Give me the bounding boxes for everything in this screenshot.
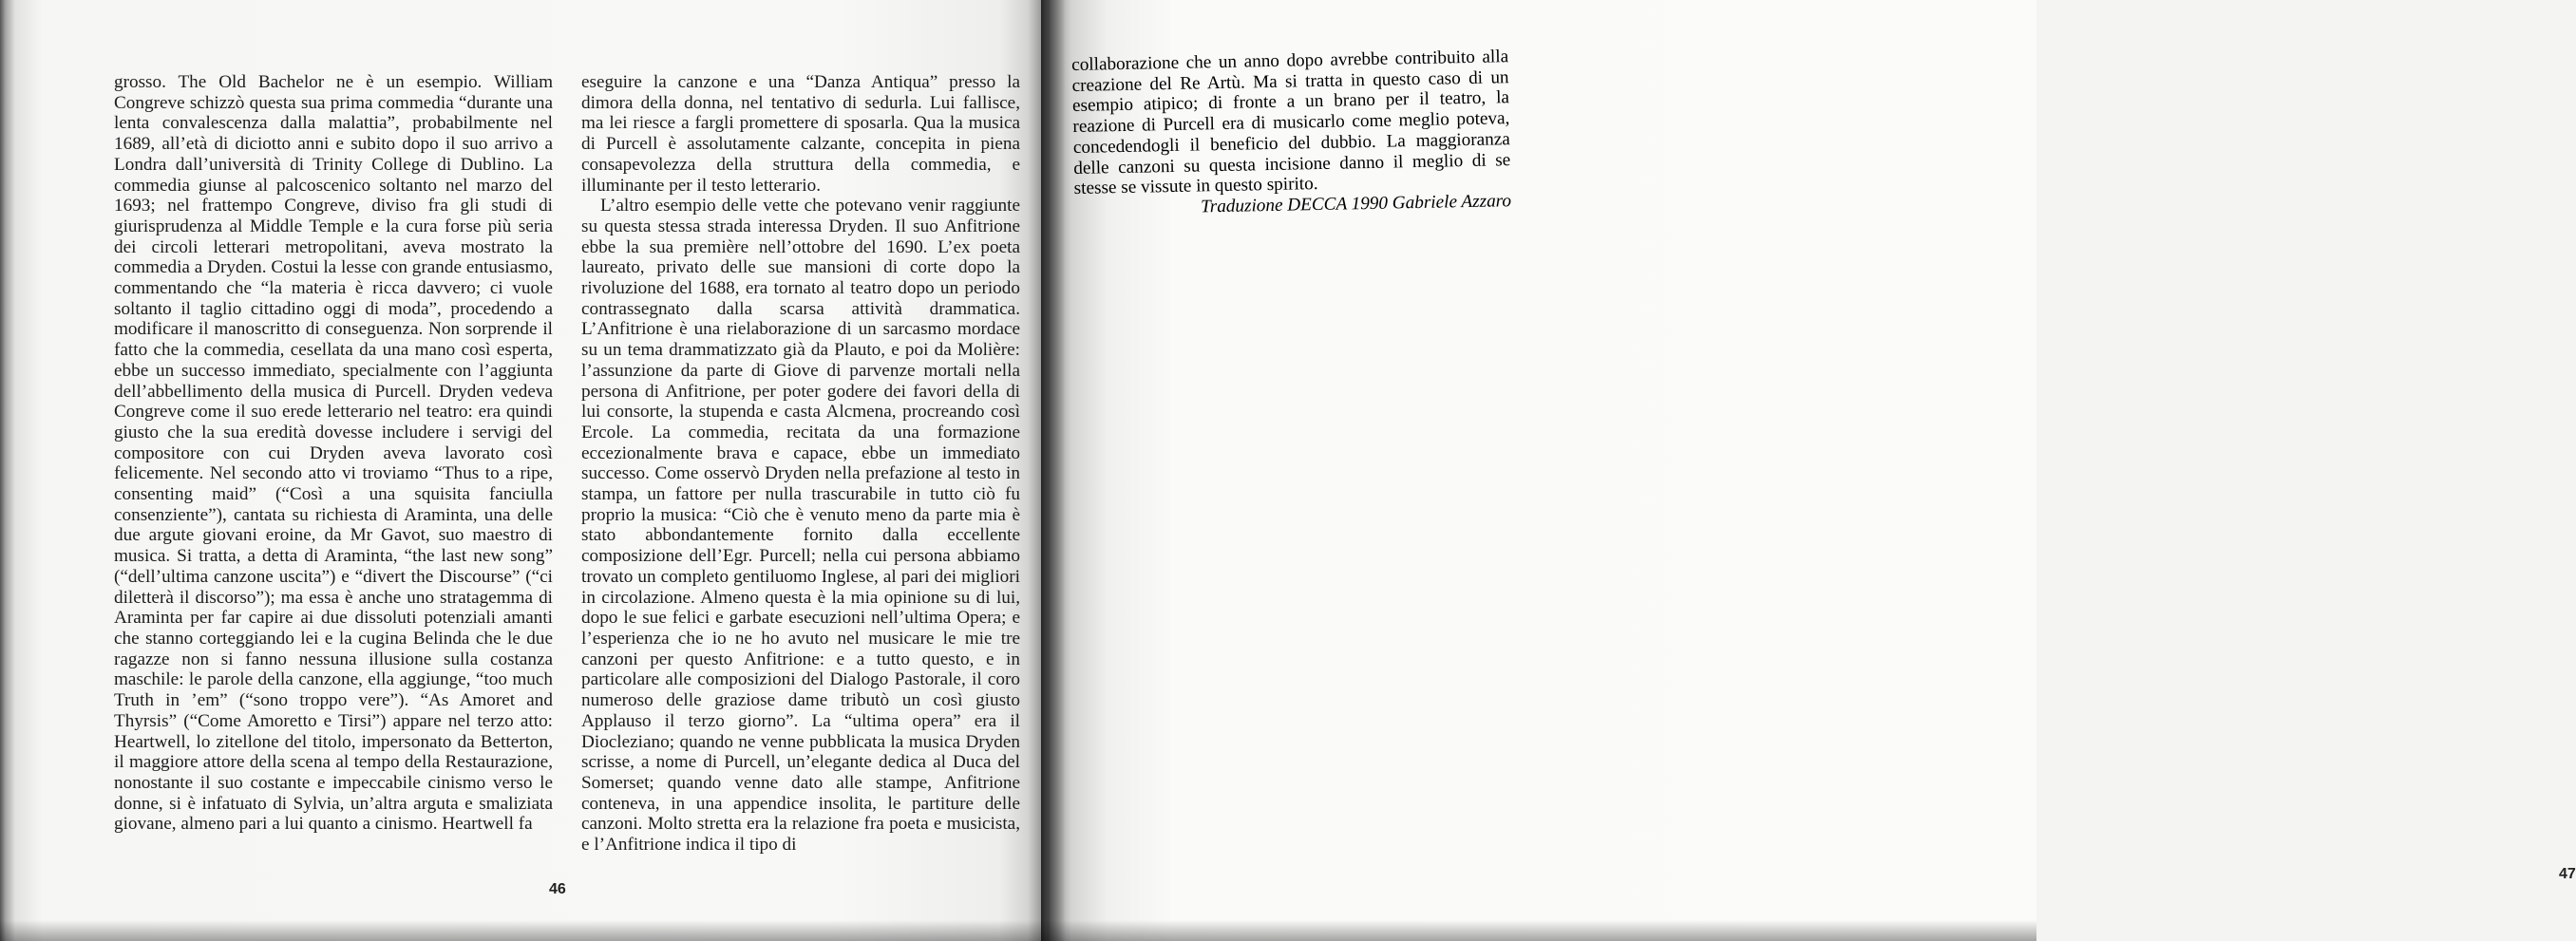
left-page-column-2 [581,72,1020,856]
paragraph: collaborazione che un anno dopo avrebbe contribuito alla creazione del Re Artù. Ma si tratta in questo caso di un esempio atipico; di fronte a un brano per il teatro, la reazione di Purcell era di musicarlo come meglio poteva, concedendogli il beneficio del dubbio. La maggioranza delle canzoni su questa incisione danno il meglio di se stesse se vissute in questo spirito. [1071,47,1511,199]
paragraph: L’altro esempio delle vette che potevano venir raggiunte su questa stessa strada interessa Dryden. Il suo Anfitrione ebbe la sua première nell’ottobre del 1690. L’ex poeta laureato, privato delle sue mansioni di corte dopo la rivoluzione del 1688, era tornato al teatro dopo un periodo contrassegnato dalla scarsa attività drammatica. L’Anfitrione è una rielaborazione di un sarcasmo mordace su un tema drammatizzato già da Plauto, e poi da Molière: l’assunzione da parte di Giove di parvenze mortali nella persona di Anfitrione, per poter godere dei favori della di lui consorte, la stupenda e casta Alcmena, procreando così Ercole. La commedia, recitata da una formazione eccezionalmente brava e capace, ebbe un immediato successo. Come osservò Dryden nella prefazione al testo in stampa, un fattore per nulla trascurabile in tutto ciò fu proprio la musica: “Ciò che è venuto meno da parte mia è stato abbondantemente fornito dalla eccellente composizione dell’Egr. Purcell; nella cui persona abbiamo trovato un completo gentiluomo Inglese, al pari dei migliori in circolazione. Almeno questa è la mia opinione su di lui, dopo le sue felici e garbate esecuzioni nell’ultima Opera; e l’esperienza che io ne ho avuto nel musicare le mie tre canzoni per questo Anfitrione: e a tutto questo, e in particolare alle composizioni del Dialogo Pastorale, il coro numeroso delle graziose dame tributò un così giusto Applauso il terzo giorno”. La “ultima opera” era il Diocleziano; quando ne venne pubblicata la musica Dryden scrisse, a nome di Purcell, un’elegante dedica al Duca del Somerset; quando venne dato alle stampe, Anfitrione conteneva, in una appendice insolita, le partiture delle canzoni. Molto stretta era la relazione fra poeta e musicista, e l’Anfitrione indica il tipo di [581,196,1020,856]
page-number-right: 47 [2559,866,2576,882]
paragraph: eseguire la canzone e una “Danza Antiqua” presso la dimora della donna, nel tentativo di sedurla. Lui fallisce, ma lei riesce a fargli promettere di sposarla. Qua la musica di Purcell è assolutamente calzante, concepita in piena consapevolezza della struttura della commedia, e illuminante per il testo letterario. [581,72,1020,196]
translation-credit: Traduzione DECCA 1990 Gabriele Azzaro [1200,191,1512,217]
page-number-left: 46 [549,881,566,897]
paragraph: grosso. The Old Bachelor ne è un esempio. William Congreve schizzò questa sua prima commedia “durante una lenta convalescenza dalla malattia”, probabilmente nel 1689, all’età di diciotto anni e subito dopo il suo arrivo a Londra dall’università di Trinity College di Dublino. La commedia giunse al palcoscenico soltanto nel marzo del 1693; nel frattempo Congreve, diviso fra gli studi di giurisprudenza al Middle Temple e la cura forse più seria dei circoli letterari metropolitani, aveva mostrato la commedia a Dryden. Costui la lesse con grande entusiasmo, commentando che “la materia è ricca davvero; ci vuole soltanto il taglio cittadino oggi di moda”, procedendo a modificare il manoscritto di conseguenza. Non sorprende il fatto che la commedia, cesellata da una mano così esperta, ebbe un successo immediato, specialmente con l’aggiunta dell’abbellimento della musica di Purcell. Dryden vedeva Congreve come il suo erede letterario nel teatro: era quindi giusto che la sua eredità dovesse includere i servigi del compositore con cui Dryden aveva lavorato così felicemente. Nel secondo atto vi troviamo “Thus to a ripe, consenting maid” (“Così a una squisita fanciulla consenziente”), cantata su richiesta di Araminta, una delle due argute giovani eroine, da Mr Gavot, suo maestro di musica. Si tratta, a detta di Araminta, “the last new song” (“dell’ultima canzone uscita”) e “divert the Discourse” (“ci diletterà il discorso”); ma essa è anche uno stratagemma di Araminta per far capire ai due dissoluti potenziali amanti che stanno corteggiando lei e la cugina Belinda che le due ragazze non si fanno nessuna illusione sulla costanza maschile: le parole della canzone, ella aggiunge, “too much Truth in ’em” (“sono troppo vere”). “As Amoret and Thyrsis” (“Come Amoretto e Tirsi”) appare nel terzo atto: Heartwell, lo zitellone del titolo, impersonato da Betterton, il maggiore attore della scena al tempo della Restaurazione, nonostante il suo costante e impeccabile cinismo verso le donne, si è infatuato di Sylvia, un’altra arguta e smaliziata giovane, almeno pari a lui quanto a cinismo. Heartwell fa [114,72,553,835]
page-bottom-edge-shadow [0,920,2036,941]
left-page-column-1 [114,72,553,835]
right-page-column [1071,47,1511,219]
left-page [0,0,1041,941]
